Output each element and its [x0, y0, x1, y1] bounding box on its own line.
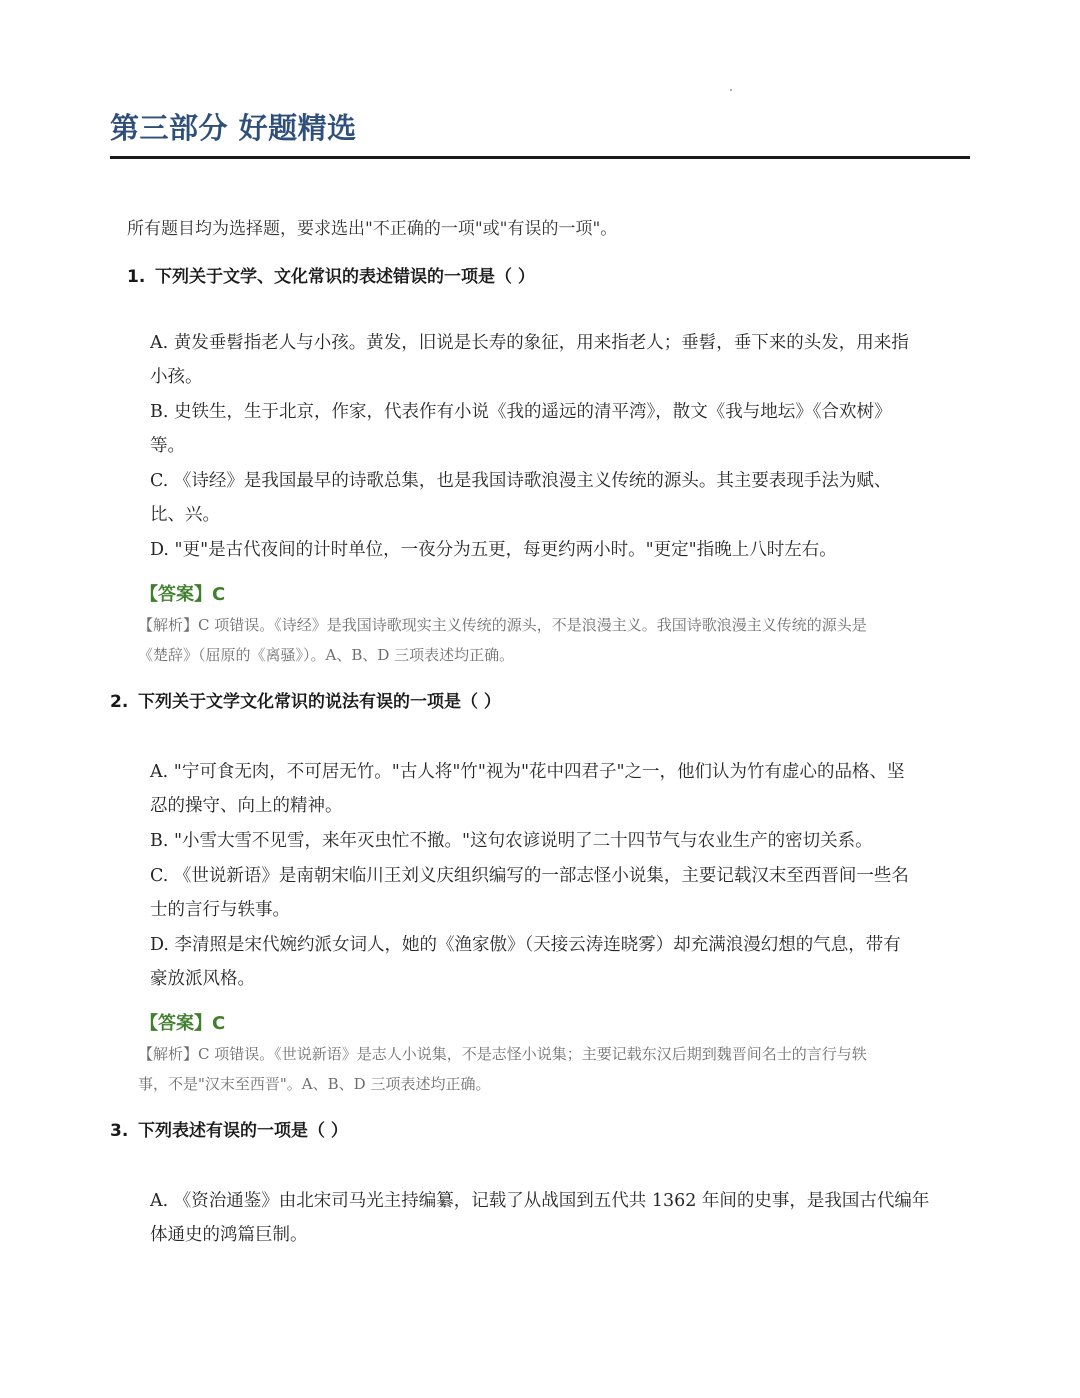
question-number: 1. [127, 267, 146, 287]
option-d-continued: 豪放派风格。 [150, 969, 255, 989]
analysis-text: 【解析】C 项错误。《诗经》是我国诗歌现实主义传统的源头，不是浪漫主义。我国诗歌浪漫主义传统的源头是 [138, 616, 867, 634]
question-3-heading [110, 1116, 348, 1141]
option-a: A. "宁可食无肉，不可居无竹。"古人将"竹"视为"花中四君子"之一，他们认为竹有虚心的品格、坚 [150, 762, 905, 782]
option-a-continued: 忍的操守、向上的精神。 [150, 796, 343, 816]
option-c: C. 《诗经》是我国最早的诗歌总集，也是我国诗歌浪漫主义传统的源头。其主要表现手法为赋、 [150, 471, 892, 491]
title-divider [110, 156, 970, 159]
option-a-continued: 体通史的鸿篇巨制。 [150, 1225, 308, 1245]
intro-text: 所有题目均为选择题，要求选出"不正确的一项"或"有误的一项"。 [127, 219, 618, 239]
option-b: B. 史铁生，生于北京，作家，代表作有小说《我的遥远的清平湾》，散文《我与地坛》《合欢树》 [150, 402, 892, 422]
question-stem: 下列关于文学文化常识的说法有误的一项是（ ） [138, 692, 501, 712]
option-c: C. 《世说新语》是南朝宋临川王刘义庆组织编写的一部志怪小说集，主要记载汉末至西晋间一些名 [150, 866, 909, 886]
option-b-continued: 等。 [150, 436, 185, 456]
question-stem: 下列表述有误的一项是（ ） [138, 1121, 348, 1141]
analysis-text-continued: 事，不是"汉末至西晋"。A、B、D 三项表述均正确。 [138, 1075, 491, 1093]
option-b: B. "小雪大雪不见雪，来年灭虫忙不撤。"这句农谚说明了二十四节气与农业生产的密切关系。 [150, 831, 873, 851]
analysis-text: 【解析】C 项错误。《世说新语》是志人小说集，不是志怪小说集；主要记载东汉后期到魏晋间名士的言行与轶 [138, 1045, 867, 1063]
decorative-dot [730, 89, 732, 91]
question-number: 2. [110, 692, 129, 712]
option-a: A. 黄发垂髫指老人与小孩。黄发，旧说是长寿的象征，用来指老人；垂髫，垂下来的头发，用来指 [150, 333, 909, 353]
question-stem: 下列关于文学、文化常识的表述错误的一项是（ ） [155, 267, 535, 287]
answer-label: 【答案】C [140, 584, 226, 605]
question-1-heading [127, 262, 535, 287]
option-d: D. "更"是古代夜间的计时单位，一夜分为五更，每更约两小时。"更定"指晚上八时左右。 [150, 540, 837, 560]
option-a: A. 《资治通鉴》由北宋司马光主持编纂，记载了从战国到五代共 1362 年间的史事，是我国古代编年 [150, 1191, 930, 1211]
option-c-continued: 士的言行与轶事。 [150, 900, 290, 920]
option-c-continued: 比、兴。 [150, 505, 220, 525]
answer-label: 【答案】C [140, 1013, 226, 1034]
question-2-heading [110, 687, 501, 712]
question-number: 3. [110, 1121, 129, 1141]
option-d: D. 李清照是宋代婉约派女词人，她的《渔家傲》（天接云涛连晓雾）却充满浪漫幻想的气息，带有 [150, 935, 901, 955]
option-a-continued: 小孩。 [150, 367, 203, 387]
section-title: 第三部分 好题精选 [110, 111, 357, 145]
analysis-text-continued: 《楚辞》（屈原的《离骚》）。A、B、D 三项表述均正确。 [138, 646, 515, 664]
